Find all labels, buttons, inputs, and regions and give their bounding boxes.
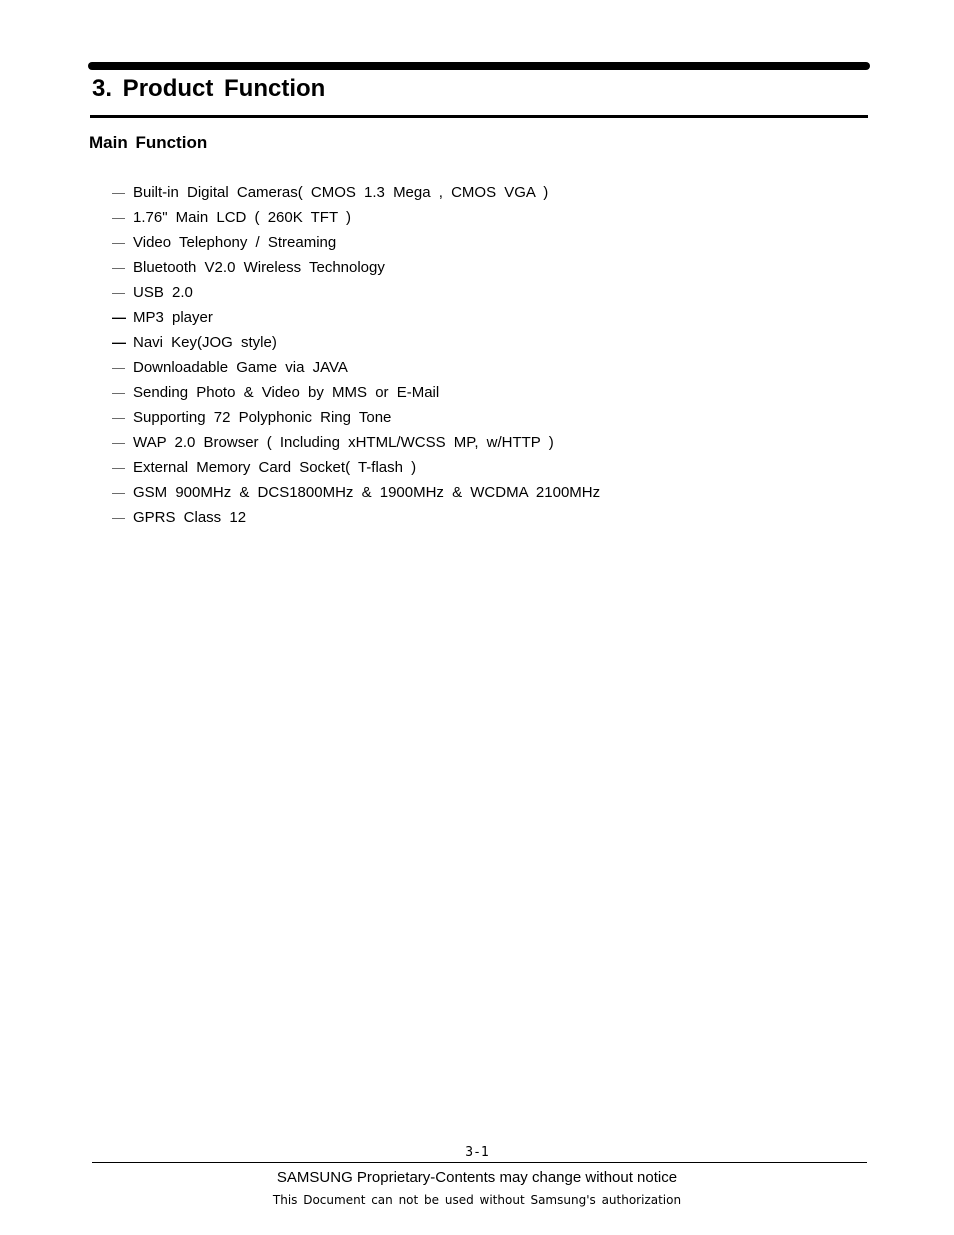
page-title: 3. Product Function bbox=[92, 75, 326, 102]
feature-list bbox=[112, 180, 600, 530]
feature-text: GSM 900MHz & DCS1800MHz & 1900MHz & WCDMA 2100MHz bbox=[133, 484, 601, 501]
page-number: 3-1 bbox=[465, 1145, 489, 1160]
feature-text: Built-in Digital Cameras( CMOS 1.3 Mega , CMOS VGA ) bbox=[133, 184, 549, 201]
feature-text: GPRS Class 12 bbox=[133, 509, 247, 526]
bullet-dash: — bbox=[112, 260, 125, 275]
bullet-dash: — bbox=[112, 185, 125, 200]
title-divider bbox=[90, 115, 868, 118]
list-item bbox=[112, 455, 600, 480]
footer-authorization: This Document can not be used without Samsung's authorization bbox=[272, 1193, 682, 1207]
list-item bbox=[112, 355, 600, 380]
bullet-dash: — bbox=[112, 309, 126, 325]
list-item bbox=[112, 180, 600, 205]
list-item bbox=[112, 405, 600, 430]
section-heading: Main Function bbox=[89, 133, 208, 152]
feature-text: USB 2.0 bbox=[133, 284, 193, 301]
feature-text: WAP 2.0 Browser ( Including xHTML/WCSS MP, w/HTTP ) bbox=[133, 434, 554, 451]
bullet-dash: — bbox=[112, 410, 125, 425]
footer-divider bbox=[92, 1162, 867, 1163]
list-item bbox=[112, 305, 600, 330]
list-item bbox=[112, 430, 600, 455]
feature-text: Sending Photo & Video by MMS or E-Mail bbox=[133, 384, 440, 401]
feature-text: Bluetooth V2.0 Wireless Technology bbox=[133, 259, 385, 276]
list-item bbox=[112, 330, 600, 355]
bullet-dash: — bbox=[112, 510, 125, 525]
bullet-dash: — bbox=[112, 285, 125, 300]
bullet-dash: — bbox=[112, 235, 125, 250]
bullet-dash: — bbox=[112, 334, 126, 350]
feature-text: Navi Key(JOG style) bbox=[133, 334, 277, 351]
feature-text: MP3 player bbox=[133, 309, 213, 326]
list-item bbox=[112, 380, 600, 405]
bullet-dash: — bbox=[112, 210, 125, 225]
feature-text: Downloadable Game via JAVA bbox=[133, 359, 348, 376]
bullet-dash: — bbox=[112, 435, 125, 450]
list-item bbox=[112, 205, 600, 230]
feature-text: Supporting 72 Polyphonic Ring Tone bbox=[133, 409, 392, 426]
footer-notice: SAMSUNG Proprietary-Contents may change without notice bbox=[276, 1169, 678, 1186]
bullet-dash: — bbox=[112, 385, 125, 400]
bullet-dash: — bbox=[112, 360, 125, 375]
list-item bbox=[112, 280, 600, 305]
feature-text: 1.76" Main LCD ( 260K TFT ) bbox=[133, 209, 352, 226]
bullet-dash: — bbox=[112, 460, 125, 475]
feature-text: External Memory Card Socket( T-flash ) bbox=[133, 459, 417, 476]
feature-text: Video Telephony / Streaming bbox=[133, 234, 337, 251]
list-item bbox=[112, 255, 600, 280]
list-item bbox=[112, 230, 600, 255]
list-item bbox=[112, 505, 600, 530]
header-bar bbox=[88, 62, 870, 70]
bullet-dash: — bbox=[112, 485, 125, 500]
list-item bbox=[112, 480, 600, 505]
